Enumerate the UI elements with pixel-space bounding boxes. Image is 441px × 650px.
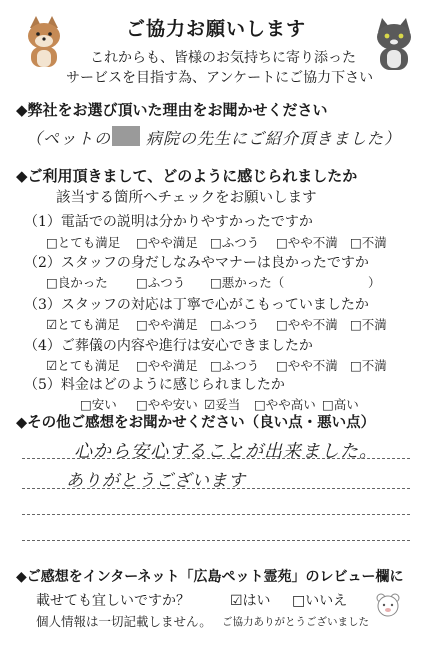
- q4-option-3[interactable]: □ふつう: [210, 358, 260, 373]
- reason-answer-rest: 病院の先生にご紹介頂きました）: [146, 129, 402, 148]
- q1-option-2[interactable]: □やや満足: [136, 235, 198, 250]
- question-1: （1）電話での説明は分かりやすかったですか: [24, 214, 313, 230]
- intro-line-2: サービスを目指す為、アンケートにご協力下さい: [66, 70, 374, 86]
- shiba-dog-illustration: [22, 14, 66, 72]
- q4-option-2[interactable]: □やや満足: [136, 358, 198, 373]
- q1-option-4[interactable]: □やや不満: [276, 235, 338, 250]
- review-no-option[interactable]: □いいえ: [292, 593, 348, 609]
- q2-option-3[interactable]: □悪かった（: [210, 275, 285, 290]
- q3-option-3[interactable]: □ふつう: [210, 317, 260, 332]
- q2-option-2[interactable]: □ふつう: [136, 275, 186, 290]
- q3-option-2[interactable]: □やや満足: [136, 317, 198, 332]
- question-4: （4）ご葬儀の内容や進行は安心できましたか: [24, 338, 313, 354]
- comment-line-2: ありがとうございます: [66, 471, 246, 491]
- review-yes-option[interactable]: ☑はい: [230, 593, 271, 609]
- comment-rule-4: [22, 540, 410, 541]
- comments-heading: ◆その他ご感想をお聞かせください（良い点・悪い点）: [16, 414, 376, 431]
- comment-line-1: 心から安心することが出来ました。: [74, 441, 378, 462]
- impressions-instruction: 該当する箇所へチェックをお願いします: [56, 190, 317, 206]
- question-5: （5）料金はどのように感じられましたか: [24, 377, 285, 393]
- question-2: （2）スタッフの身だしなみやマナーは良かったですか: [24, 255, 369, 271]
- impressions-heading: ◆ご利用頂きまして、どのように感じられましたか: [16, 167, 358, 185]
- thanks-note: ご協力ありがとうございました: [222, 616, 369, 628]
- bear-mascot-illustration: [374, 592, 402, 622]
- comment-rule-2: [22, 488, 410, 489]
- review-question: 載せても宜しいですか？: [36, 593, 190, 609]
- comment-rule-1: [22, 458, 410, 459]
- intro-line-1: これからも、皆様のお気持ちに寄り添った: [90, 50, 356, 66]
- q3-option-5[interactable]: □不満: [350, 317, 387, 332]
- q1-option-3[interactable]: □ふつう: [210, 235, 260, 250]
- q4-option-1[interactable]: ☑とても満足: [46, 358, 120, 373]
- question-3: （3）スタッフの対応は丁寧で心がこもっていましたか: [24, 297, 369, 313]
- page-title: ご協力お願いします: [126, 18, 307, 40]
- q3-option-1[interactable]: ☑とても満足: [46, 317, 120, 332]
- review-heading: ◆ご感想をインターネット「広島ペット霊苑」のレビュー欄に: [16, 569, 404, 585]
- q3-option-4[interactable]: □やや不満: [276, 317, 338, 332]
- q2-close-paren: ）: [368, 275, 381, 290]
- q5-option-3[interactable]: ☑妥当: [204, 397, 241, 412]
- reason-answer-open: （ペットの: [26, 129, 112, 148]
- q1-option-5[interactable]: □不満: [350, 235, 387, 250]
- q1-option-1[interactable]: □とても満足: [46, 235, 121, 250]
- q5-option-2[interactable]: □やや安い: [136, 397, 198, 412]
- q5-option-5[interactable]: □高い: [322, 397, 359, 412]
- reason-heading: ◆弊社をお選び頂いた理由をお聞かせください: [16, 101, 328, 119]
- q4-option-4[interactable]: □やや不満: [276, 358, 338, 373]
- cat-illustration: [370, 16, 418, 72]
- redaction-block: [112, 126, 140, 146]
- q2-option-1[interactable]: □良かった: [46, 275, 108, 290]
- comment-rule-3: [22, 514, 410, 515]
- q5-option-1[interactable]: □安い: [80, 397, 117, 412]
- q4-option-5[interactable]: □不満: [350, 358, 387, 373]
- q5-option-4[interactable]: □やや高い: [254, 397, 316, 412]
- privacy-note: 個人情報は一切記載しません。: [36, 614, 212, 629]
